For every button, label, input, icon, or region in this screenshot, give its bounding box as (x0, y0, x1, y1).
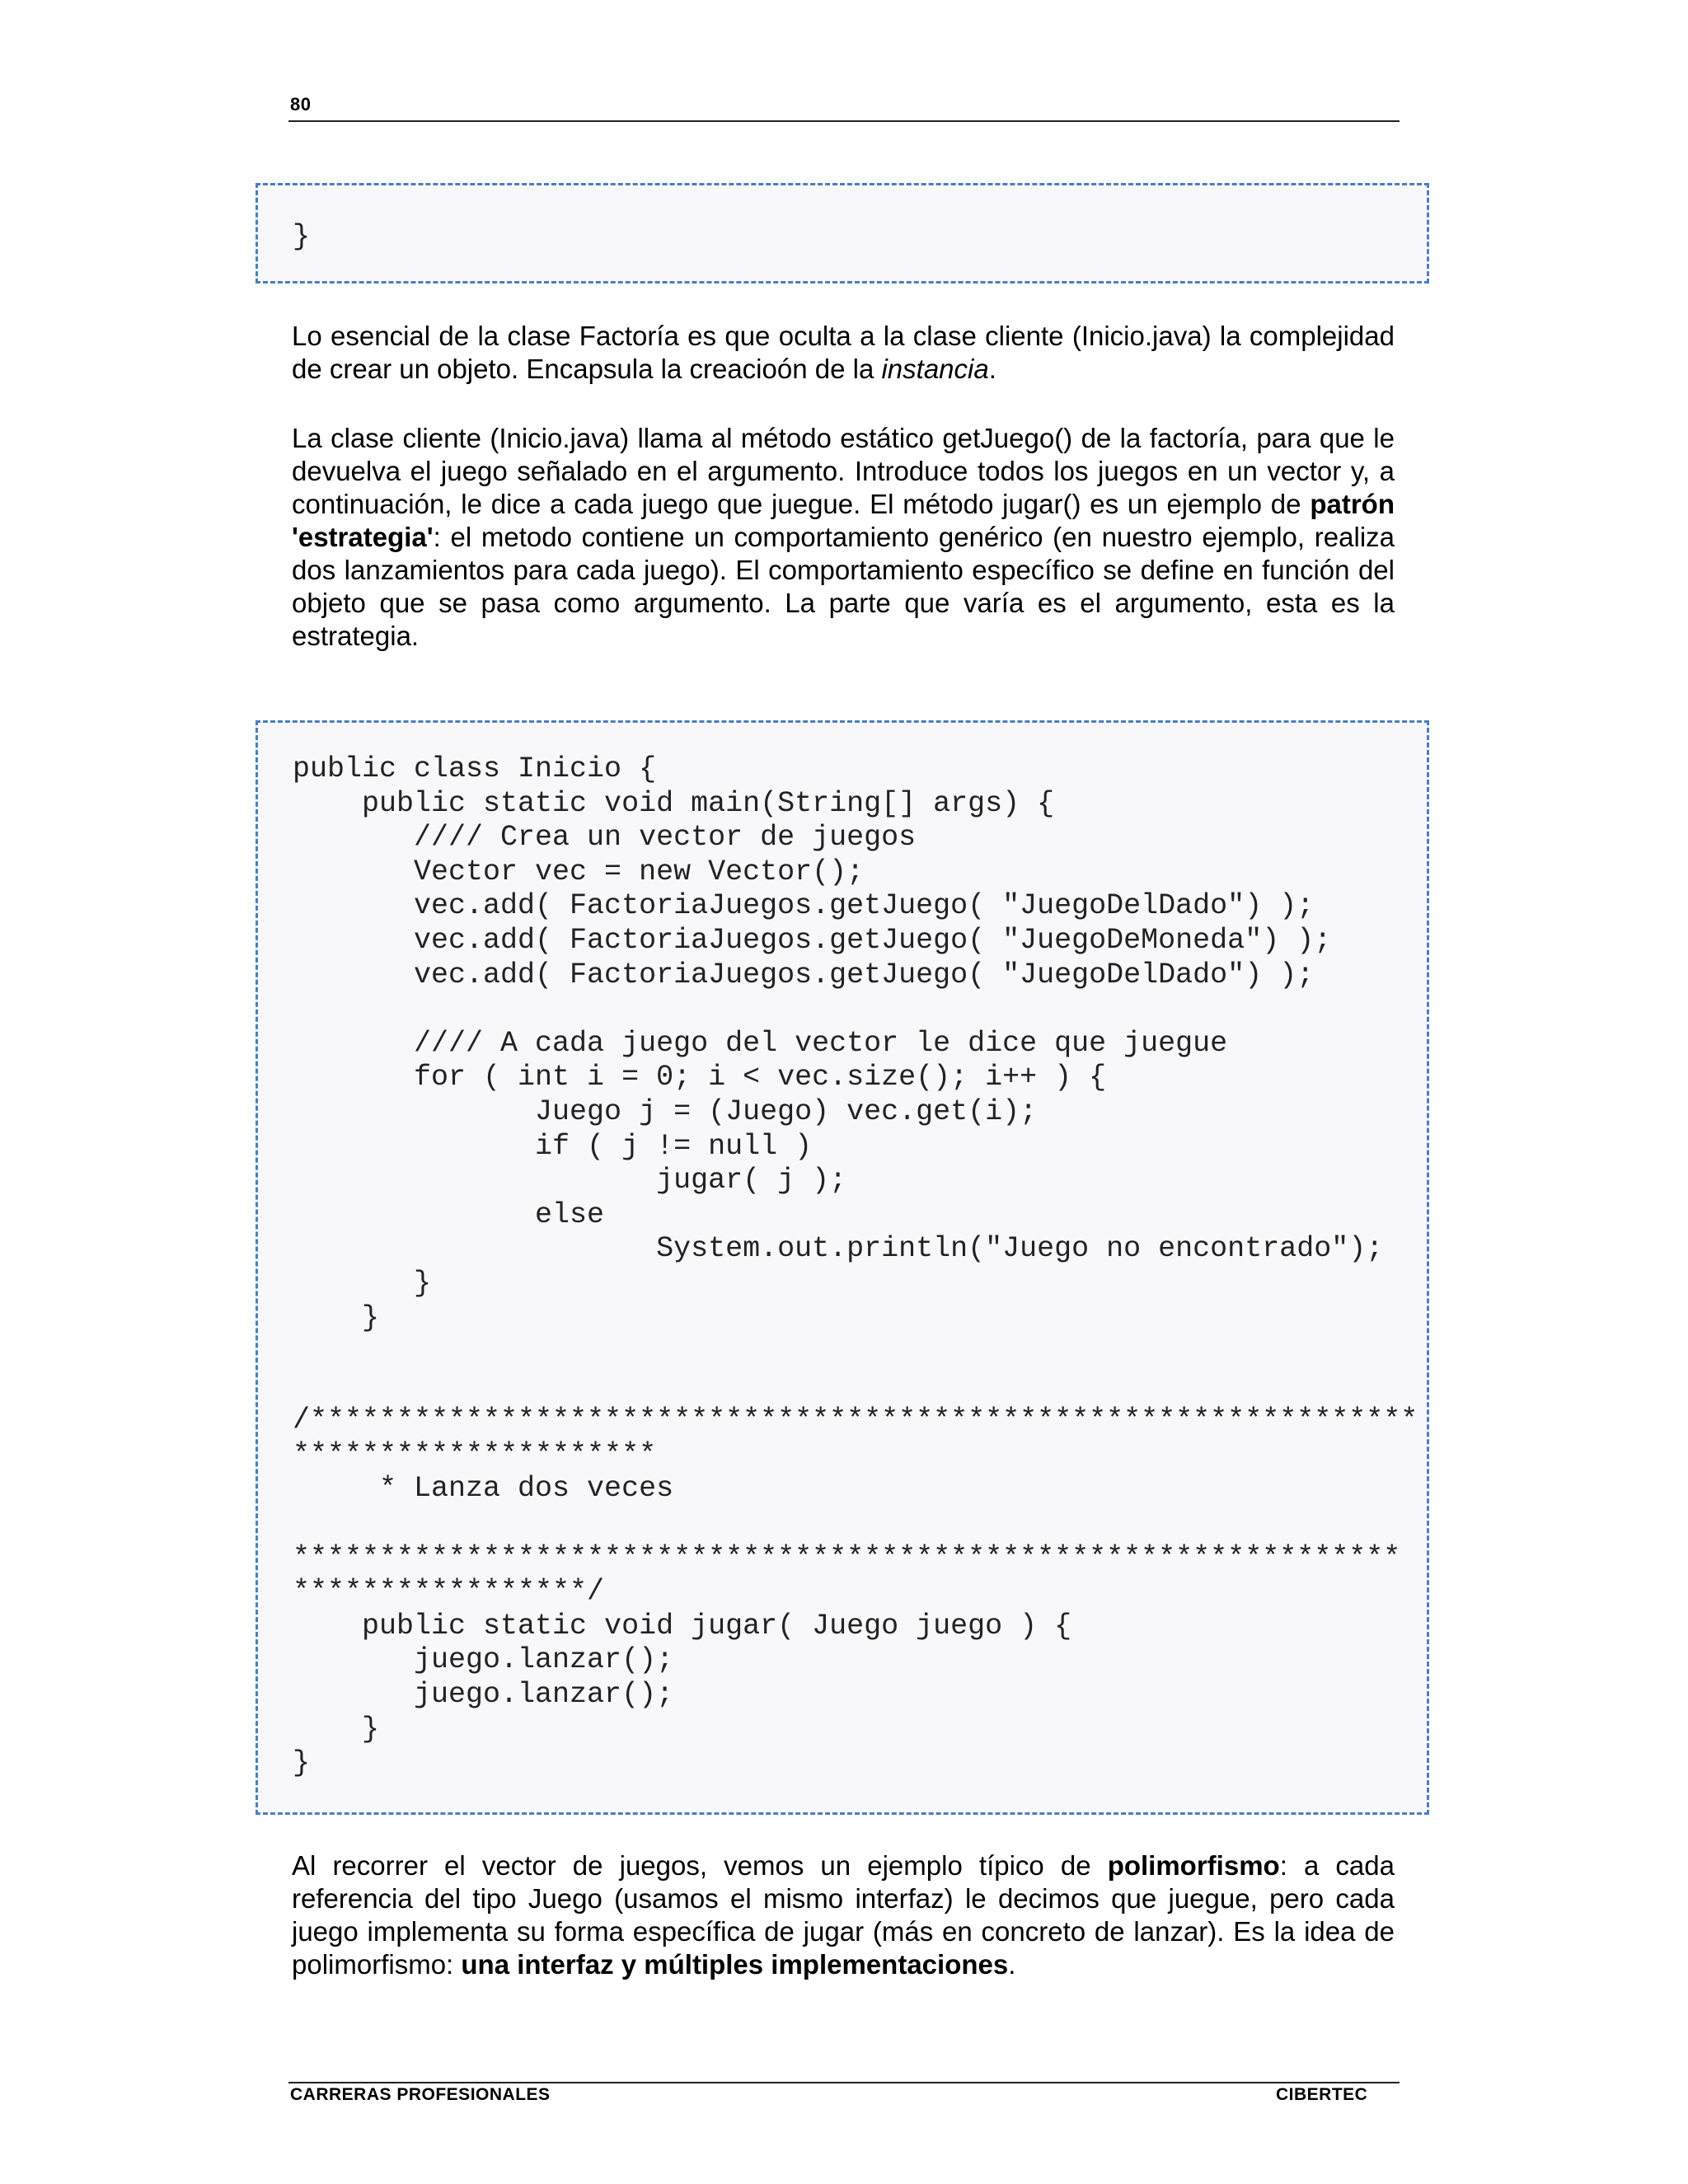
paragraph-estrategia (292, 422, 1395, 653)
para3-text-end: . (1008, 1949, 1016, 1980)
footer-right-label: CIBERTEC (1276, 2085, 1368, 2104)
para2-text-end: : el metodo contiene un comportamiento genérico (en nuestro ejemplo, realiza dos lanzamientos para cada juego). El comportamiento específico se define en función del objeto que se pasa como argumento. La parte que varía es el argumento, esta es la estrategia. (292, 522, 1395, 651)
para1-emphasis: instancia (881, 354, 989, 384)
para2-text: La clase cliente (Inicio.java) llama al método estático getJuego() de la factoría, para que le devuelva el juego señalado en el argumento. Introduce todos los juegos en un vector y, a continuación, le dice a cada juego que juegue. El método jugar() es un ejemplo de (292, 423, 1395, 519)
code-text-inicio: public class Inicio { public static void main(String[] args) { //// Crea un vector de juegos Vector vec = new Vector(); vec.add( FactoriaJuegos.getJuego( "JuegoDelDado") ); vec.add( FactoriaJuegos.getJuego( "JuegoDeMoneda") ); vec.add( FactoriaJuegos.getJuego( "JuegoDelDado") ); //// A cada juego del vector le dice que juegue for ( int i = 0; i < vec.size(); i++ ) { Juego j = (Juego) vec.get(i); if ( j != null ) jugar( j ); else System.out.println("Juego no encontrado"); } } /**************************************************************** ********************* * Lanza dos veces **************************************************************** *****************/ public static void jugar( Juego juego ) { juego.lanzar(); juego.lanzar(); } } (293, 752, 1418, 1780)
code-text-fragment: } (293, 220, 311, 253)
page-number: 80 (290, 94, 312, 115)
para3-text: Al recorrer el vector de juegos, vemos un ejemplo típico de (292, 1850, 1108, 1881)
code-block-inicio (256, 720, 1429, 1815)
header-rule (288, 120, 1400, 122)
footer-left-label: CARRERAS PROFESIONALES (290, 2085, 551, 2104)
code-block-fragment (256, 183, 1429, 284)
para1-end: . (988, 354, 996, 384)
para1-text: Lo esencial de la clase Factoría es que oculta a la clase cliente (Inicio.java) la complejidad de crear un objeto. Encapsula la creacioón de la (292, 321, 1395, 384)
para3-text-mid: : a cada referencia del tipo Juego (usamos el mismo interfaz) le decimos que juegue, pero cada juego implementa su forma específica de jugar (más en concreto de lanzar). Es la idea de polimorfismo: (292, 1850, 1395, 1980)
para3-bold-polimorfismo: polimorfismo (1107, 1850, 1280, 1881)
paragraph-factoria (292, 320, 1395, 386)
para3-bold-interfaz: una interfaz y múltiples implementaciones (461, 1949, 1009, 1980)
paragraph-polimorfismo (292, 1849, 1395, 1981)
footer-rule (288, 2082, 1400, 2083)
para2-bold: patrón 'estrategia' (292, 489, 1395, 552)
